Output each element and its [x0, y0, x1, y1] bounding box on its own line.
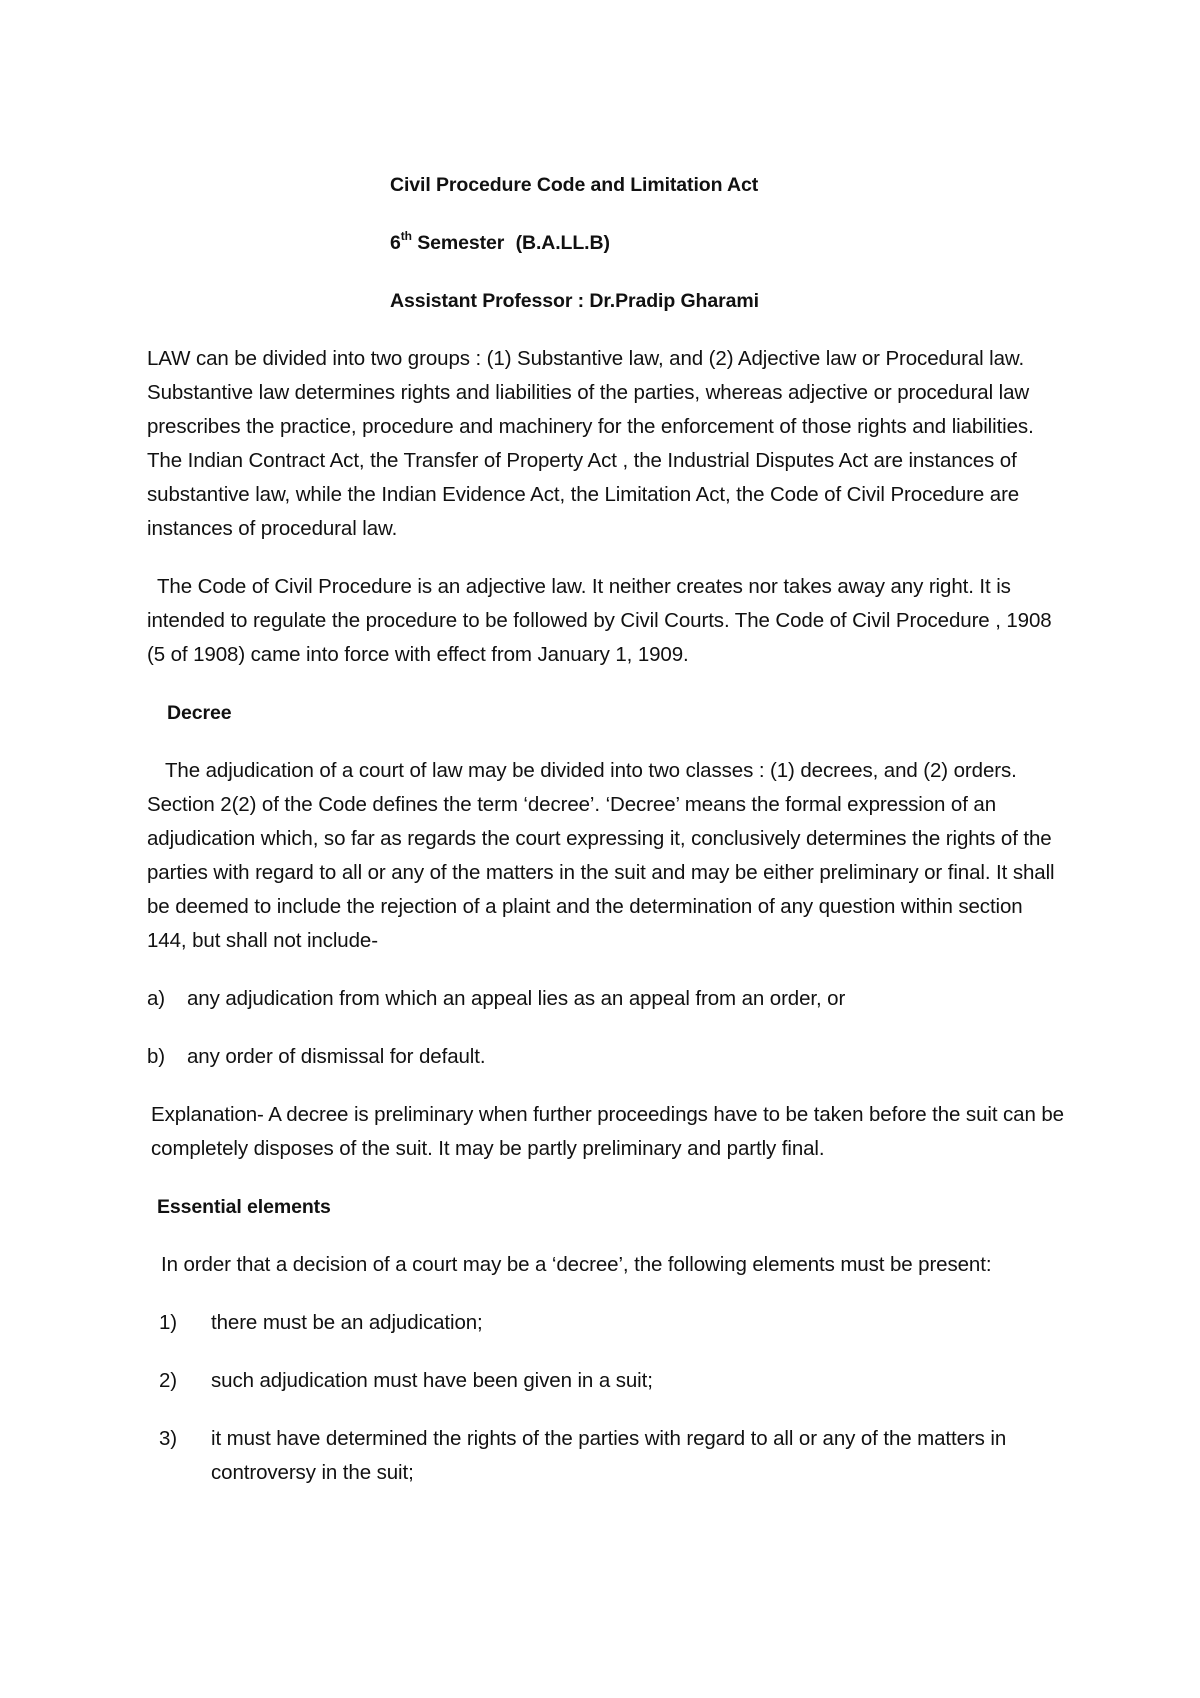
- course-name: (B.A.LL.B): [515, 232, 610, 254]
- decree-paragraph: The adjudication of a court of law may be divided into two classes : (1) decrees, and (2) orders. Section 2(2) of the Code defines the term ‘decree’. ‘Decree’ means the formal expression of an adjudication which, so far as regards the court expressing it, conclusively determines the rights of the parties with regard to all or any of the matters in the suit and may be either preliminary or final. It shall be deemed to include the rejection of a plaint and the determination of any question within section 144, but shall not include-: [147, 759, 1055, 952]
- list-item-text: such adjudication must have been given in a suit;: [211, 1369, 653, 1392]
- list-item: [159, 1306, 1067, 1340]
- essential-elements-wrapper: [147, 1306, 1067, 1490]
- document-body: [147, 168, 1067, 1514]
- semester-line: [390, 226, 1067, 260]
- list-marker: 3): [159, 1427, 178, 1450]
- document-title: Civil Procedure Code and Limitation Act: [390, 174, 759, 196]
- professor-line: Assistant Professor : Dr.Pradip Gharami: [390, 290, 759, 312]
- intro-paragraph: LAW can be divided into two groups : (1) Substantive law, and (2) Adjective law or Procedural law. Substantive law determines rights and liabilities of the parties, whereas adjective or procedural law prescribes the practice, procedure and machinery for the enforcement of those rights and liabilities. The Indian Contract Act, the Transfer of Property Act , the Industrial Disputes Act are instances of substantive law, while the Indian Evidence Act, the Limitation Act, the Code of Civil Procedure are instances of procedural law.: [147, 347, 1034, 540]
- list-marker: b): [147, 1045, 166, 1068]
- list-marker: 1): [159, 1311, 178, 1334]
- list-item: [159, 1422, 1067, 1490]
- essential-elements-list: [159, 1306, 1067, 1490]
- explanation-paragraph: Explanation- A decree is preliminary when further proceedings have to be taken before the suit can be completely disposes of the suit. It may be partly preliminary and partly final.: [151, 1103, 1064, 1160]
- list-item: [159, 1364, 1067, 1398]
- cpc-paragraph: The Code of Civil Procedure is an adjective law. It neither creates nor takes away any right. It is intended to regulate the procedure to be followed by Civil Courts. The Code of Civil Procedure , 1908 (5 of 1908) came into force with effect from January 1, 1909.: [147, 575, 1052, 666]
- list-item-text: any adjudication from which an appeal lies as an appeal from an order, or: [187, 987, 846, 1010]
- list-item-text: any order of dismissal for default.: [187, 1045, 486, 1068]
- list-item: [147, 1040, 1067, 1074]
- list-marker: a): [147, 987, 166, 1010]
- list-item-text: there must be an adjudication;: [211, 1311, 483, 1334]
- list-marker: 2): [159, 1369, 178, 1392]
- decree-exclusions-list: [147, 982, 1067, 1074]
- list-item: [147, 982, 1067, 1016]
- semester-suffix: th: [400, 228, 412, 243]
- semester-number: 6: [390, 232, 401, 254]
- list-item-text: it must have determined the rights of the parties with regard to all or any of the matters in controversy in the suit;: [211, 1427, 1007, 1484]
- semester-word: Semester: [417, 232, 505, 254]
- essential-elements-heading: Essential elements: [157, 1196, 331, 1218]
- decree-heading: Decree: [167, 702, 232, 724]
- essential-intro-paragraph: In order that a decision of a court may be a ‘decree’, the following elements must be present:: [161, 1253, 992, 1276]
